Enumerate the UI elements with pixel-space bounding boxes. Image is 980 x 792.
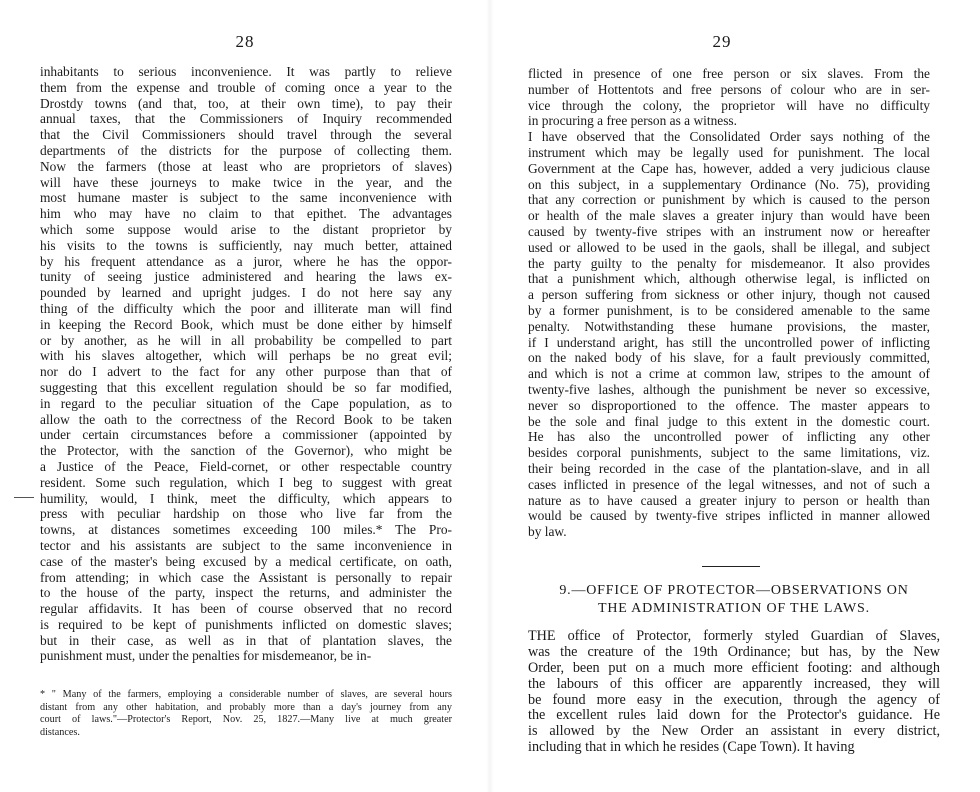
footnote-line: * " Many of the farmers, employing a considerable number of slaves, are several hours bbox=[40, 689, 452, 700]
text-line: never so disproportioned to the offence. The master appears to bbox=[528, 397, 930, 413]
text-line: cases inflicted in presence of the legal witnesses, and not of such a bbox=[528, 476, 930, 492]
text-line: that a punishment which, although otherwise legal, is inflicted on bbox=[528, 271, 930, 287]
left-page-footnote bbox=[40, 689, 452, 739]
text-line: flicted in presence of one free person or six slaves. From the bbox=[528, 66, 930, 81]
text-line: on the naked body of his slave, for a fault previously committed, bbox=[528, 350, 930, 366]
text-line: punishment must, under the penalties for misdemeanor, be in- bbox=[40, 648, 372, 664]
footnote-line: court of laws."—Protector's Report, Nov. 25, 1827.—Many live at much greater bbox=[40, 714, 452, 726]
text-line: under certain circumstances before a commissioner (appointed by bbox=[40, 427, 452, 443]
text-line: used or allowed to be used in the gaols, shall be illegal, and subject bbox=[528, 239, 930, 255]
text-line: number of Hottentots and free persons of colour who are in ser- bbox=[528, 81, 930, 97]
section-heading-line-1: 9.—OFFICE OF PROTECTOR—OBSERVATIONS ON bbox=[559, 583, 909, 598]
text-line: and which is not a crime at common law, stripes to the amount of bbox=[528, 366, 930, 382]
text-line: their being recorded in the case of the plantation-slave, and in all bbox=[528, 460, 930, 476]
section-divider bbox=[702, 566, 760, 567]
text-line: Now the farmers (those at least who are proprietors of slaves) bbox=[40, 158, 452, 174]
text-line: the excellent rules laid down for the Protector's guidance. He bbox=[528, 708, 940, 724]
left-page-body bbox=[40, 64, 452, 664]
text-line: would be caused by twenty-five stripes inflicted in manner allowed bbox=[528, 508, 930, 524]
text-line: departments of the districts for the purpose of collecting them. bbox=[40, 142, 452, 158]
text-line: by his frequent attendance as a juror, where he has the oppor- bbox=[40, 253, 452, 269]
text-line: Drostdy towns (and that, too, at their own time), to pay their bbox=[40, 95, 452, 111]
text-line: including that in which he resides (Cape Town). It having bbox=[528, 740, 855, 756]
text-line: suggesting that this excellent regulation should be so far modified, bbox=[40, 379, 452, 395]
text-line: pounded by learned and upright judges. I do not here say any bbox=[40, 285, 452, 301]
text-line: nature as to have caused a greater injury to person or health than bbox=[528, 492, 930, 508]
text-line: the Protector, with the sanction of the Governor), who might be bbox=[40, 443, 452, 459]
text-line: caused by twenty-five stripes with an instrument now or hereafter bbox=[528, 223, 930, 239]
left-page-number: 28 bbox=[235, 32, 255, 51]
text-line: from attending; in which case the Assistant is personally to repair bbox=[40, 569, 452, 585]
text-line: besides corporal punishments, subject to the same limitations, viz. bbox=[528, 445, 930, 461]
text-line: but in their case, as well as in that of plantation slaves, the bbox=[40, 632, 452, 648]
text-line: annual taxes, that the Commissioners of Inquiry recommended bbox=[40, 111, 452, 127]
text-line: penalty. Notwithstanding these humane provisions, the master, bbox=[528, 318, 930, 334]
text-line: THE office of Protector, formerly styled Guardian of Slaves, bbox=[528, 629, 940, 644]
text-line: or by another, as he will in all probability be compelled to part bbox=[40, 332, 452, 348]
footnote-line: distant from any other habitation, and probably more than a day's journey from any bbox=[40, 701, 452, 713]
text-line: twenty-five lashes, although the punishment be never so excessive, bbox=[528, 381, 930, 397]
section-heading bbox=[528, 582, 940, 618]
text-line: He has also the uncontrolled power of inflicting any other bbox=[528, 429, 930, 445]
text-line: nor do I advert to the fact for any other purpose than that of bbox=[40, 364, 452, 380]
text-line: with his slaves altogether, which will perhaps be no great evil; bbox=[40, 348, 452, 364]
text-line: them from the expense and trouble of coming once a year to the bbox=[40, 79, 452, 95]
text-line: Government at the Cape has, however, added a very judicious clause bbox=[528, 160, 930, 176]
text-line: regular affidavits. It has been of course observed that no record bbox=[40, 601, 452, 617]
text-line: in regard to the peculiar situation of the Cape population, as to bbox=[40, 395, 452, 411]
right-page-body-top bbox=[528, 66, 930, 540]
text-line: his visits to the towns is sufficiently, nay much better, attained bbox=[40, 237, 452, 253]
right-page-body-bottom bbox=[528, 629, 940, 756]
text-line: tunity of seeing justice administered and hearing the laws ex- bbox=[40, 269, 452, 285]
text-line: a Justice of the Peace, Field-cornet, or other respectable country bbox=[40, 458, 452, 474]
text-line: on this subject, in a supplementary Ordinance (No. 75), providing bbox=[528, 176, 930, 192]
text-line: if I understand aright, has still the uncontrolled power of inflicting bbox=[528, 334, 930, 350]
text-line: towns, at distances sometimes exceeding 100 miles.* The Pro- bbox=[40, 522, 452, 538]
text-line: in keeping the Record Book, which must be done either by himself bbox=[40, 316, 452, 332]
text-line: humility, would, I think, meet the difficulty, which appears to bbox=[40, 490, 452, 506]
text-line: is allowed by the New Order an assistant in every district, bbox=[528, 724, 940, 740]
section-heading-line-2: THE ADMINISTRATION OF THE LAWS. bbox=[598, 601, 870, 616]
margin-pencil-mark bbox=[14, 497, 34, 498]
text-line: allow the oath to the correctness of the Record Book to be taken bbox=[40, 411, 452, 427]
text-line: most humane master is subject to the same inconvenience with bbox=[40, 190, 452, 206]
text-line: instrument which may be legally used for punishment. The local bbox=[528, 144, 930, 160]
text-line: will have these journeys to make twice in the year, and the bbox=[40, 174, 452, 190]
text-line: be the sole and final judge to this extent in the domestic court. bbox=[528, 413, 930, 429]
text-line: to the house of the party, inspect the returns, and administer the bbox=[40, 585, 452, 601]
text-line: a person suffering from sickness or other injury, though not caused bbox=[528, 287, 930, 303]
text-line: Order, been put on a much more efficient footing: and although bbox=[528, 660, 940, 676]
text-line: that the Civil Commissioners should travel through the several bbox=[40, 127, 452, 143]
text-line: which some suppose would arise to the distant proprietor by bbox=[40, 221, 452, 237]
footnote-line: distances. bbox=[40, 726, 80, 738]
text-line: him who may have no claim to that epithet. The advantages bbox=[40, 206, 452, 222]
text-line: press with peculiar hardship on those who live far from the bbox=[40, 506, 452, 522]
text-line: thing of the difficulty which the poor and illiterate man will find bbox=[40, 300, 452, 316]
text-line: resident. Some such regulation, which I beg to suggest with great bbox=[40, 474, 452, 490]
text-line: I have observed that the Consolidated Order says nothing of the bbox=[528, 129, 930, 145]
text-line: or health of the male slaves a greater injury than would have been bbox=[528, 208, 930, 224]
text-line: was the creature of the 19th Ordinance; but has, by the New bbox=[528, 644, 940, 660]
text-line: in procuring a free person as a witness. bbox=[528, 113, 737, 129]
right-page-number: 29 bbox=[712, 32, 732, 51]
text-line: vice through the colony, the proprietor will have no difficulty bbox=[528, 97, 930, 113]
right-page bbox=[490, 0, 980, 792]
text-line: the party guilty to the penalty for misdemeanor. It also provides bbox=[528, 255, 930, 271]
text-line: case of the master's being excused by a medical certificate, on oath, bbox=[40, 553, 452, 569]
text-line: that any correction or punishment by which is caused to the person bbox=[528, 192, 930, 208]
text-line: by law. bbox=[528, 524, 567, 540]
text-line: inhabitants to serious inconvenience. It was partly to relieve bbox=[40, 64, 452, 79]
text-line: tector and his assistants are subject to the same inconvenience in bbox=[40, 537, 452, 553]
text-line: the labours of this officer are apparently increased, they will bbox=[528, 676, 940, 692]
text-line: is required to be kept of punishments inflicted on domestic slaves; bbox=[40, 616, 452, 632]
text-line: by a former punishment, is to be considered amenable to the same bbox=[528, 302, 930, 318]
text-line: be found more easy in the execution, through the agency of bbox=[528, 692, 940, 708]
